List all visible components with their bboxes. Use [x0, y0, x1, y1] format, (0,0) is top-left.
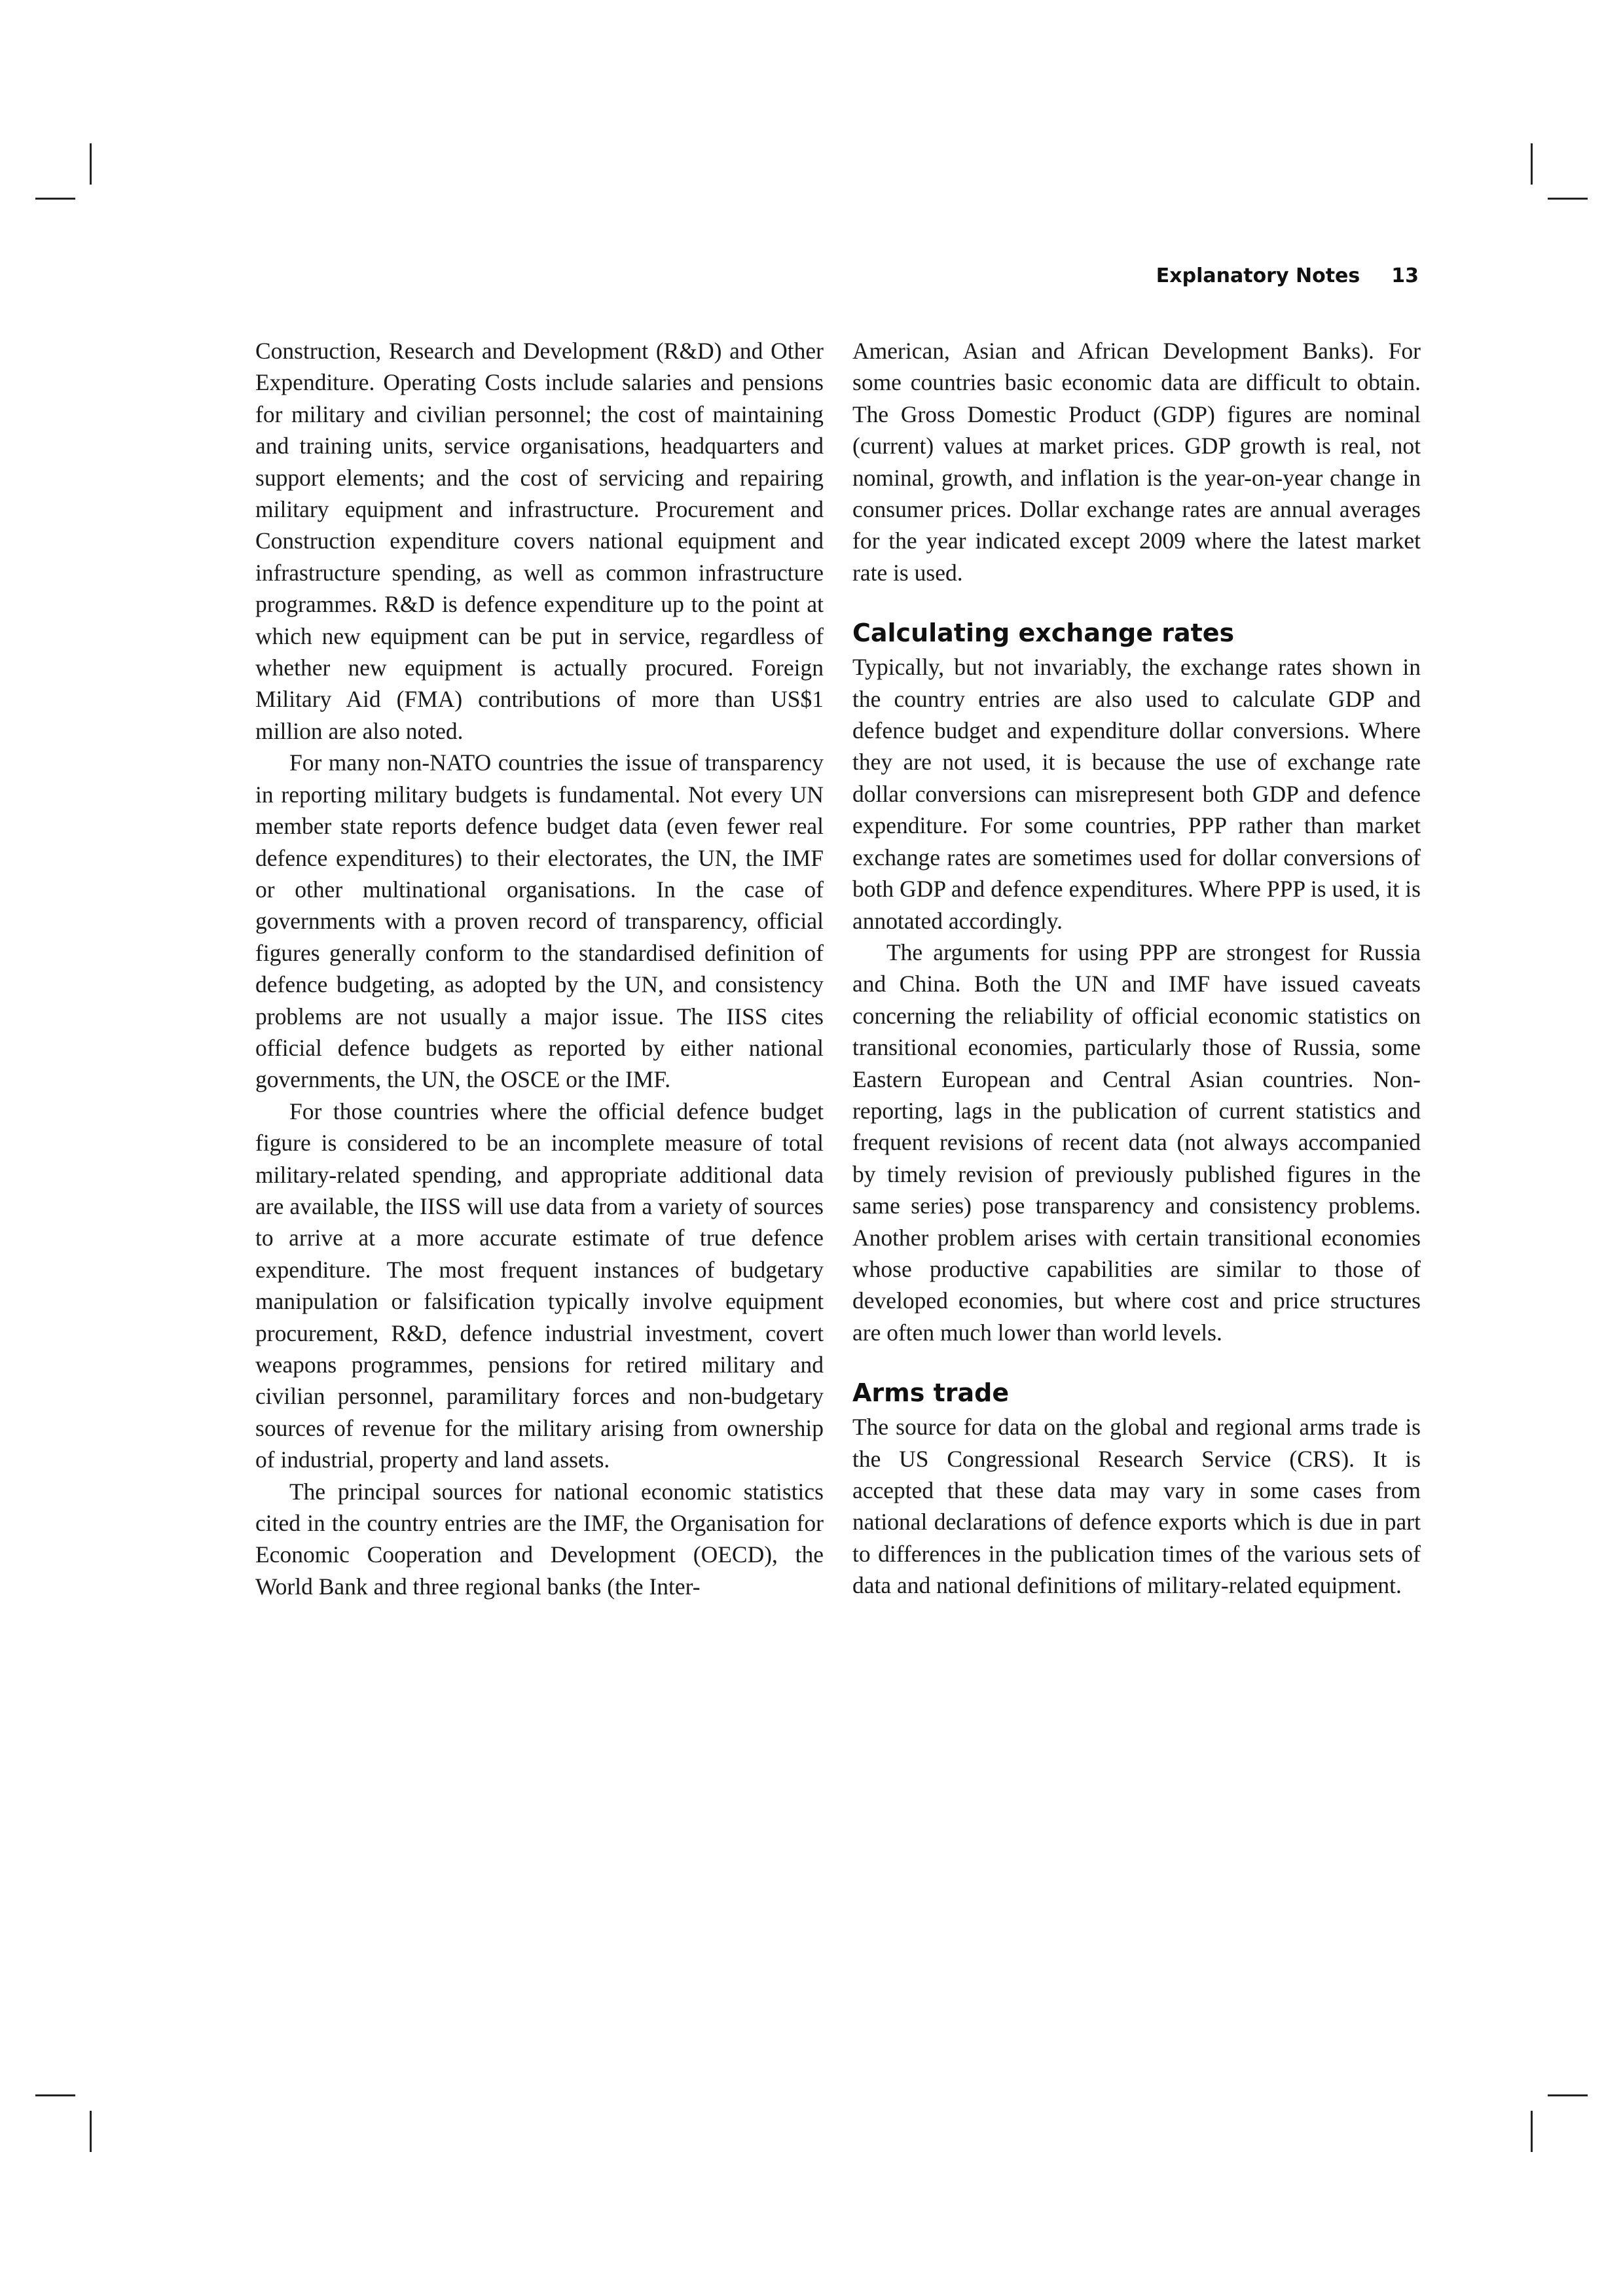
running-head	[1156, 264, 1419, 287]
crop-mark-bottom-left-horizontal	[35, 2094, 75, 2096]
crop-mark-bottom-right-horizontal	[1548, 2094, 1588, 2096]
running-head-title: Explanatory Notes	[1156, 264, 1360, 287]
crop-mark-bottom-right-vertical	[1531, 2111, 1533, 2152]
heading-calculating-exchange-rates: Calculating exchange rates	[852, 619, 1235, 648]
crop-mark-top-left-vertical	[90, 143, 92, 185]
crop-mark-top-right-vertical	[1531, 143, 1533, 185]
paragraph-true-defence-expenditure: For those countries where the official defence budget figure is considered to be an incomplete measure of total military-related spending, and appropriate additional data are available, the IISS will use data from a variety of sources to arrive at a more accurate estimate of true defence expenditure. The most frequent instances of budgetary manipulation or falsification typically involve equipment procurement, R&D, defence industrial investment, covert weapons programmes, pensions for retired military and civilian personnel, paramilitary forces and non-budgetary sources of revenue for the military arising from ownership of industrial, property and land assets.	[255, 1098, 824, 1473]
paragraph-economic-sources: The principal sources for national economic statistics cited in the country entries are the IMF, the Organisation for Economic Cooperation and Development (OECD), the World Bank and three regional banks (the Inter-	[255, 1478, 824, 1600]
crop-mark-bottom-left-vertical	[90, 2111, 92, 2152]
paragraph-exchange-rates: Typically, but not invariably, the exchange rates shown in the country entries are also used to calculate GDP and defence budget and expenditure dollar conversions. Where they are not used, it is because the use of exchange rate dollar conversions can misrepresent both GDP and defence expenditure. For some countries, PPP rather than market exchange rates are sometimes used for dollar conversions of both GDP and defence expenditures. Where PPP is used, it is annotated accordingly.	[852, 654, 1421, 934]
crop-mark-top-right-horizontal	[1548, 198, 1588, 200]
crop-mark-top-left-horizontal	[35, 198, 75, 200]
paragraph-development-banks: American, Asian and African Development Banks). For some countries basic economic data are difficult to obtain. The Gross Domestic Product (GDP) figures are nominal (current) values at market prices. GDP growth is real, not nominal, growth, and inflation is the year-on-year change in consumer prices. Dollar exchange rates are annual averages for the year indicated except 2009 where the latest market rate is used.	[852, 338, 1421, 586]
page-number: 13	[1391, 264, 1419, 287]
paragraph-expenditure-categories: Construction, Research and Development (R&D) and Other Expenditure. Operating Costs include salaries and pensions for military and civilian personnel; the cost of maintaining and training units, service organisations, headquarters and support elements; and the cost of servicing and repairing military equipment and infrastructure. Procurement and Construction expenditure covers national equipment and infrastructure spending, as well as common infrastructure programmes. R&D is defence expenditure up to the point at which new equipment can be put in service, regardless of whether new equipment is actually procured. Foreign Military Aid (FMA) contributions of more than US$1 million are also noted.	[255, 338, 824, 744]
right-column	[852, 335, 1421, 1602]
paragraph-ppp-arguments: The arguments for using PPP are strongest for Russia and China. Both the UN and IMF have issued caveats concerning the reliability of official economic statistics on transitional economies, particularly those of Russia, some Eastern European and Central Asian countries. Non-reporting, lags in the publication of current statistics and frequent revisions of recent data (not always accompanied by timely revision of previously published figures in the same series) pose transparency and consistency problems. Another problem arises with certain transitional economies whose productive capabilities are similar to those of developed economies, but where cost and price structures are often much lower than world levels.	[852, 939, 1421, 1346]
left-column	[255, 335, 824, 1602]
paragraph-transparency: For many non-NATO countries the issue of transparency in reporting military budgets is fundamental. Not every UN member state reports defence budget data (even fewer real defence expenditures) to their electorates, the UN, the IMF or other multinational organisations. In the case of governments with a proven record of transparency, official figures generally conform to the standardised definition of defence budgeting, as adopted by the UN, and consistency problems are not usually a major issue. The IISS cites official defence budgets as reported by either national governments, the UN, the OSCE or the IMF.	[255, 749, 824, 1093]
paragraph-arms-trade: The source for data on the global and regional arms trade is the US Congressional Research Service (CRS). It is accepted that these data may vary in some cases from national declarations of defence exports which is due in part to differences in the publication times of the various sets of data and national definitions of military-related equipment.	[852, 1414, 1421, 1599]
heading-arms-trade: Arms trade	[852, 1378, 1010, 1408]
